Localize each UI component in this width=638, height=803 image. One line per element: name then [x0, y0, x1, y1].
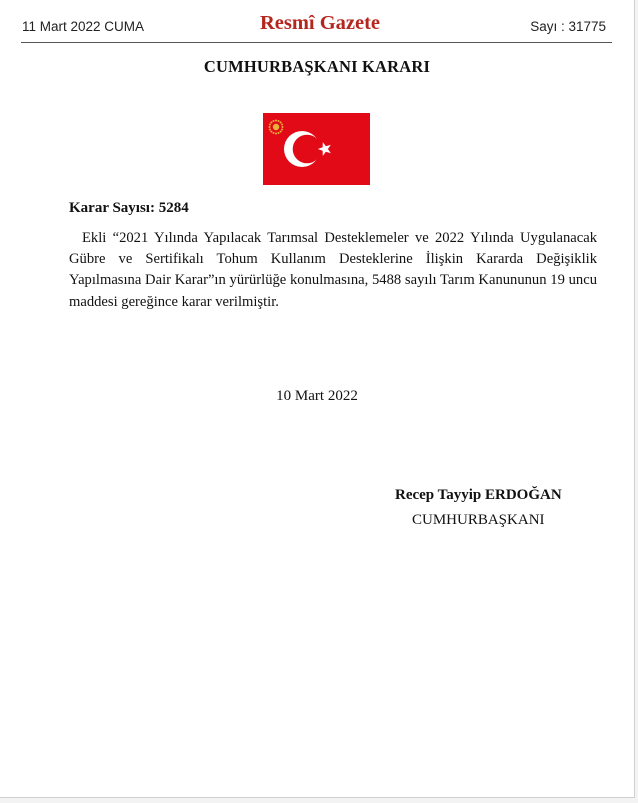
- seal-star-dot: [281, 128, 283, 130]
- issue-number: Sayı : 31775: [530, 19, 606, 34]
- seal-star-dot: [269, 128, 271, 130]
- seal-star-dot: [282, 126, 284, 128]
- seal-star-dot: [273, 120, 275, 122]
- header-divider: [21, 42, 612, 43]
- decision-body: Ekli “2021 Yılında Yapılacak Tarımsal Desteklemeler ve 2022 Yılında Uygulanacak Gübre ve Sertifikalı Tohum Kullanım Desteklerine İlişkin Kararda Değişiklik Yapılmasına Dair Karar”ın yürürlüğe konulmasına, 5488 sayılı Tarım Kanununun 19 uncu maddesi gereğince karar verilmiştir.: [69, 230, 597, 310]
- gazette-title: Resmî Gazete: [259, 12, 381, 34]
- seal-star-dot: [281, 124, 283, 126]
- signer-name: Recep Tayyip ERDOĞAN: [395, 487, 562, 503]
- seal-star-dot: [280, 121, 282, 123]
- header-date: 11 Mart 2022 CUMA: [22, 19, 145, 34]
- signer-title: CUMHURBAŞKANI: [412, 512, 545, 528]
- document-title: CUMHURBAŞKANI KARARI: [203, 57, 431, 76]
- seal-star-dot: [275, 120, 277, 122]
- seal-star-dot: [270, 131, 272, 133]
- seal-star-dot: [280, 131, 282, 133]
- seal-star-dot: [273, 132, 275, 134]
- signature-date: 10 Mart 2022: [276, 388, 358, 404]
- seal-star-dot: [277, 132, 279, 134]
- seal-star-dot: [269, 124, 271, 126]
- decision-number: Karar Sayısı: 5284: [69, 200, 189, 216]
- seal-star-dot: [277, 120, 279, 122]
- seal-star-dot: [275, 133, 277, 135]
- seal-star-dot: [269, 126, 271, 128]
- seal-star-dot: [270, 121, 272, 123]
- turkish-flag-icon: [263, 113, 370, 185]
